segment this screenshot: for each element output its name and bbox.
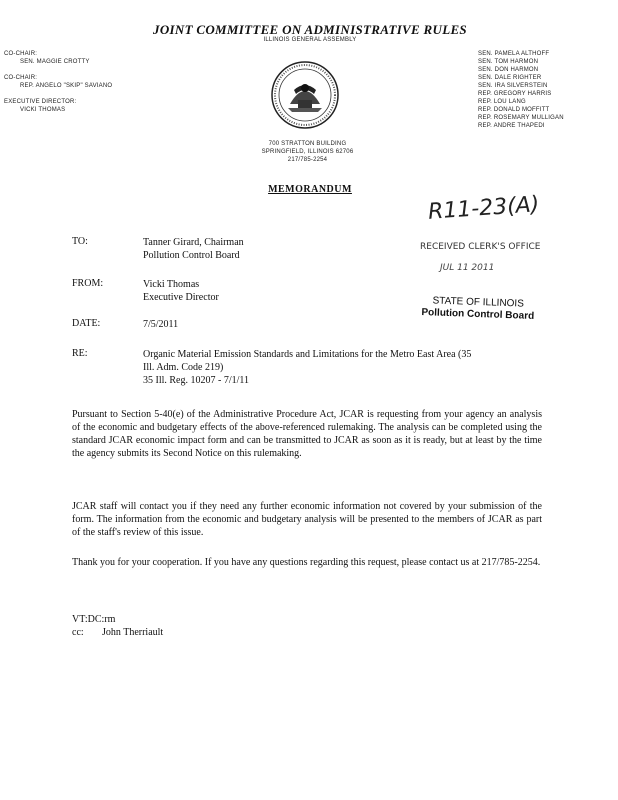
to-value — [143, 236, 244, 262]
date-value: 7/5/2011 — [143, 319, 179, 330]
member-item: SEN. DON HARMON — [478, 67, 539, 73]
member-item: REP. DONALD MOFFITT — [478, 107, 550, 113]
to-line: Pollution Control Board — [143, 250, 240, 261]
received-date-stamp: JUL 11 2011 — [440, 263, 495, 273]
to-label: TO: — [72, 236, 88, 247]
member-item: SEN. TOM HARMON — [478, 59, 539, 65]
co-chair-2-name: REP. ANGELO "SKIP" SAVIANO — [20, 83, 113, 89]
member-item: SEN. DALE RIGHTER — [478, 75, 542, 81]
address-line: 700 STRATTON BUILDING — [268, 141, 347, 147]
memo-heading: MEMORANDUM — [268, 184, 352, 195]
from-value — [143, 278, 219, 304]
re-line: Organic Material Emission Standards and Limitations for the Metro East Area (35 — [143, 349, 472, 360]
member-item: REP. ANDRE THAPEDI — [478, 123, 545, 129]
re-line: Ill. Adm. Code 219) — [143, 362, 224, 373]
co-chair-1-name: SEN. MAGGIE CROTTY — [20, 59, 90, 65]
member-item: REP. LOU LANG — [478, 99, 526, 105]
co-chair-2-label: CO-CHAIR: — [4, 75, 38, 81]
from-line: Executive Director — [143, 292, 219, 303]
body-paragraph-2: JCAR staff will contact you if they need any further economic information not covered by your submission of the form. The information from the economic and budgetary analysis will be presented to the members of JCAR as part of the staff's review of this issue. — [72, 501, 542, 538]
date-label: DATE: — [72, 318, 101, 329]
body-paragraph-1: Pursuant to Section 5-40(e) of the Administrative Procedure Act, JCAR is requesting from your agency an analysis of the economic and budgetary effects of the above-referenced rulemaking. The analysis can be completed using the standard JCAR economic impact form and can be transmitted to JCAR as soon as it is ready, but at least by the time the agency submits its Second Notice on this rulemaking. — [72, 409, 542, 459]
member-item: REP. ROSEMARY MULLIGAN — [478, 115, 564, 121]
address-line: SPRINGFIELD, ILLINOIS 62706 — [261, 149, 354, 155]
address-block — [250, 140, 365, 164]
board-stamp-line2: Pollution Control Board — [421, 307, 535, 322]
member-item: SEN. PAMELA ALTHOFF — [478, 51, 550, 57]
initials: VT:DC:rm — [72, 614, 116, 625]
cc-name: John Therriault — [102, 627, 164, 638]
board-stamp-line1: STATE OF ILLINOIS — [432, 295, 525, 310]
board-stamp — [418, 295, 539, 323]
members-list — [478, 50, 616, 130]
body-paragraph-3: Thank you for your cooperation. If you have any questions regarding this request, please contact us at 217/785-2254. — [72, 557, 541, 568]
state-seal-icon — [270, 60, 340, 130]
exec-director-name: VICKI THOMAS — [20, 107, 66, 113]
from-label: FROM: — [72, 278, 104, 289]
from-line: Vicki Thomas — [143, 279, 200, 290]
received-stamp: RECEIVED CLERK'S OFFICE — [420, 242, 541, 252]
member-item: SEN. IRA SILVERSTEIN — [478, 83, 548, 89]
cc-label: cc: — [72, 627, 84, 638]
exec-director-label: EXECUTIVE DIRECTOR: — [4, 99, 77, 105]
committee-title: JOINT COMMITTEE ON ADMINISTRATIVE RULES — [153, 22, 467, 37]
co-chair-1-label: CO-CHAIR: — [4, 51, 38, 57]
phone-line: 217/785-2254 — [287, 157, 328, 163]
handwritten-docket-number: R11-23(A) — [427, 192, 541, 225]
officers-block — [4, 50, 174, 114]
re-value — [143, 348, 543, 387]
committee-subtitle: ILLINOIS GENERAL ASSEMBLY — [263, 37, 357, 43]
member-item: REP. GREGORY HARRIS — [478, 91, 552, 97]
to-line: Tanner Girard, Chairman — [143, 237, 244, 248]
re-label: RE: — [72, 348, 88, 359]
re-line: 35 Ill. Reg. 10207 - 7/1/11 — [143, 375, 250, 386]
